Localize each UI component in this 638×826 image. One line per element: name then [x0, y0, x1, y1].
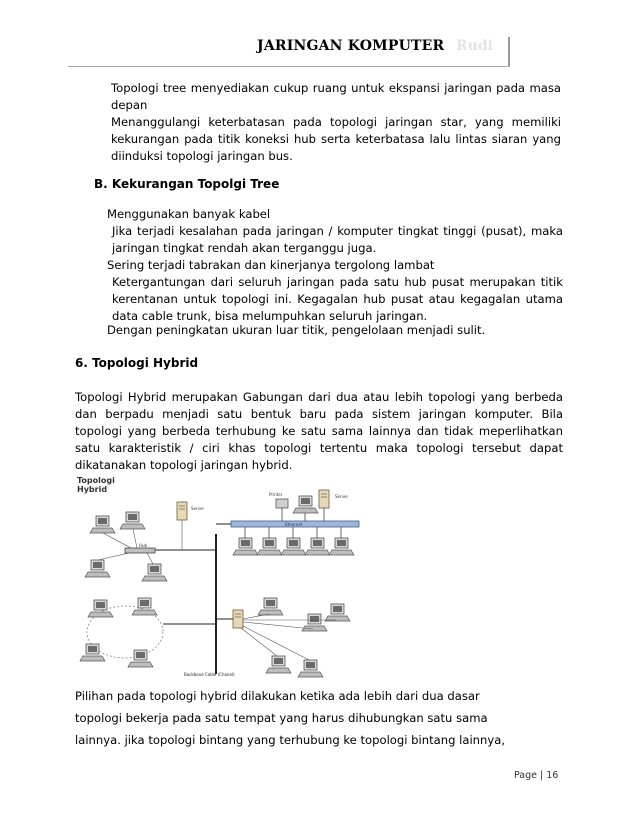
- header-divider: [508, 37, 510, 67]
- hybrid-definition-paragraph: Topologi Hybrid merupakan Gabungan dari dua atau lebih topologi yang berbeda dan berpadu menjadi satu bentuk baru pada sistem jaringan komputer. Bila topologi yang berbeda terhubung ke satu sama lainnya dan tidak meperlihatkan satu karakteristik / ciri khas topologi tertentu maka topologi tersebut dapat dikatanakan topologi jaringan hybrid.: [75, 390, 563, 472]
- server-label: Server: [191, 506, 205, 511]
- header-rule: [68, 66, 510, 67]
- document-header-author: Rudi: [456, 38, 493, 54]
- hub-label: Hub: [139, 543, 148, 548]
- weakness-item: Dengan peningkatan ukuran luar titik, pengelolaan menjadi sulit.: [107, 323, 486, 337]
- document-header-title: JARINGAN KOMPUTER: [257, 38, 445, 54]
- weakness-item: Jika terjadi kesalahan pada jaringan / komputer tingkat tinggi (pusat), maka jaringan tingkat rendah akan terganggu juga.: [112, 224, 563, 255]
- figure-title-line: Hybrid: [77, 485, 108, 494]
- hybrid-topology-figure: [73, 474, 377, 678]
- page-label: Page: [514, 770, 537, 781]
- tree-advantage-item: Menanggulangi keterbatasan pada topologi jaringan star, yang memiliki kekurangan pada titik koneksi hub serta keterbatasa lalu lintas siaran yang diinduksi topologi jaringan bus.: [111, 115, 561, 163]
- closing-line: topologi bekerja pada satu tempat yang harus dihubungkan satu sama: [75, 711, 488, 725]
- section-heading: 6. Topologi Hybrid: [75, 356, 199, 370]
- section-heading: B. Kekurangan Topolgi Tree: [94, 177, 280, 191]
- closing-line: Pilihan pada topologi hybrid dilakukan ketika ada lebih dari dua dasar: [75, 689, 480, 703]
- figure-title-line: Topologi: [77, 476, 115, 485]
- weakness-item: Sering terjadi tabrakan dan kinerjanya tergolong lambat: [107, 258, 435, 272]
- bus-label: Ethernet: [285, 522, 303, 527]
- server-label: Server: [335, 494, 349, 499]
- page-footer: [514, 770, 558, 781]
- page-number: 16: [546, 770, 559, 781]
- backbone-label: Backbone Cable (Chanel): [184, 672, 235, 677]
- page-separator: |: [540, 770, 544, 781]
- weakness-item: Menggunakan banyak kabel: [107, 207, 271, 221]
- network-diagram: [73, 474, 377, 678]
- tree-advantage-item: Topologi tree menyediakan cukup ruang untuk ekspansi jaringan pada masa depan: [111, 81, 561, 112]
- weakness-item: Ketergantungan dari seluruh jaringan pada satu hub pusat merupakan titik kerentanan untuk topologi ini. Kegagalan hub pusat atau kegagalan utama data cable trunk, bisa melumpuhkan seluruh jaringan.: [112, 275, 563, 323]
- closing-line: lainnya. jika topologi bintang yang terhubung ke topologi bintang lainnya,: [75, 733, 506, 747]
- printer-label: Printer: [269, 492, 283, 497]
